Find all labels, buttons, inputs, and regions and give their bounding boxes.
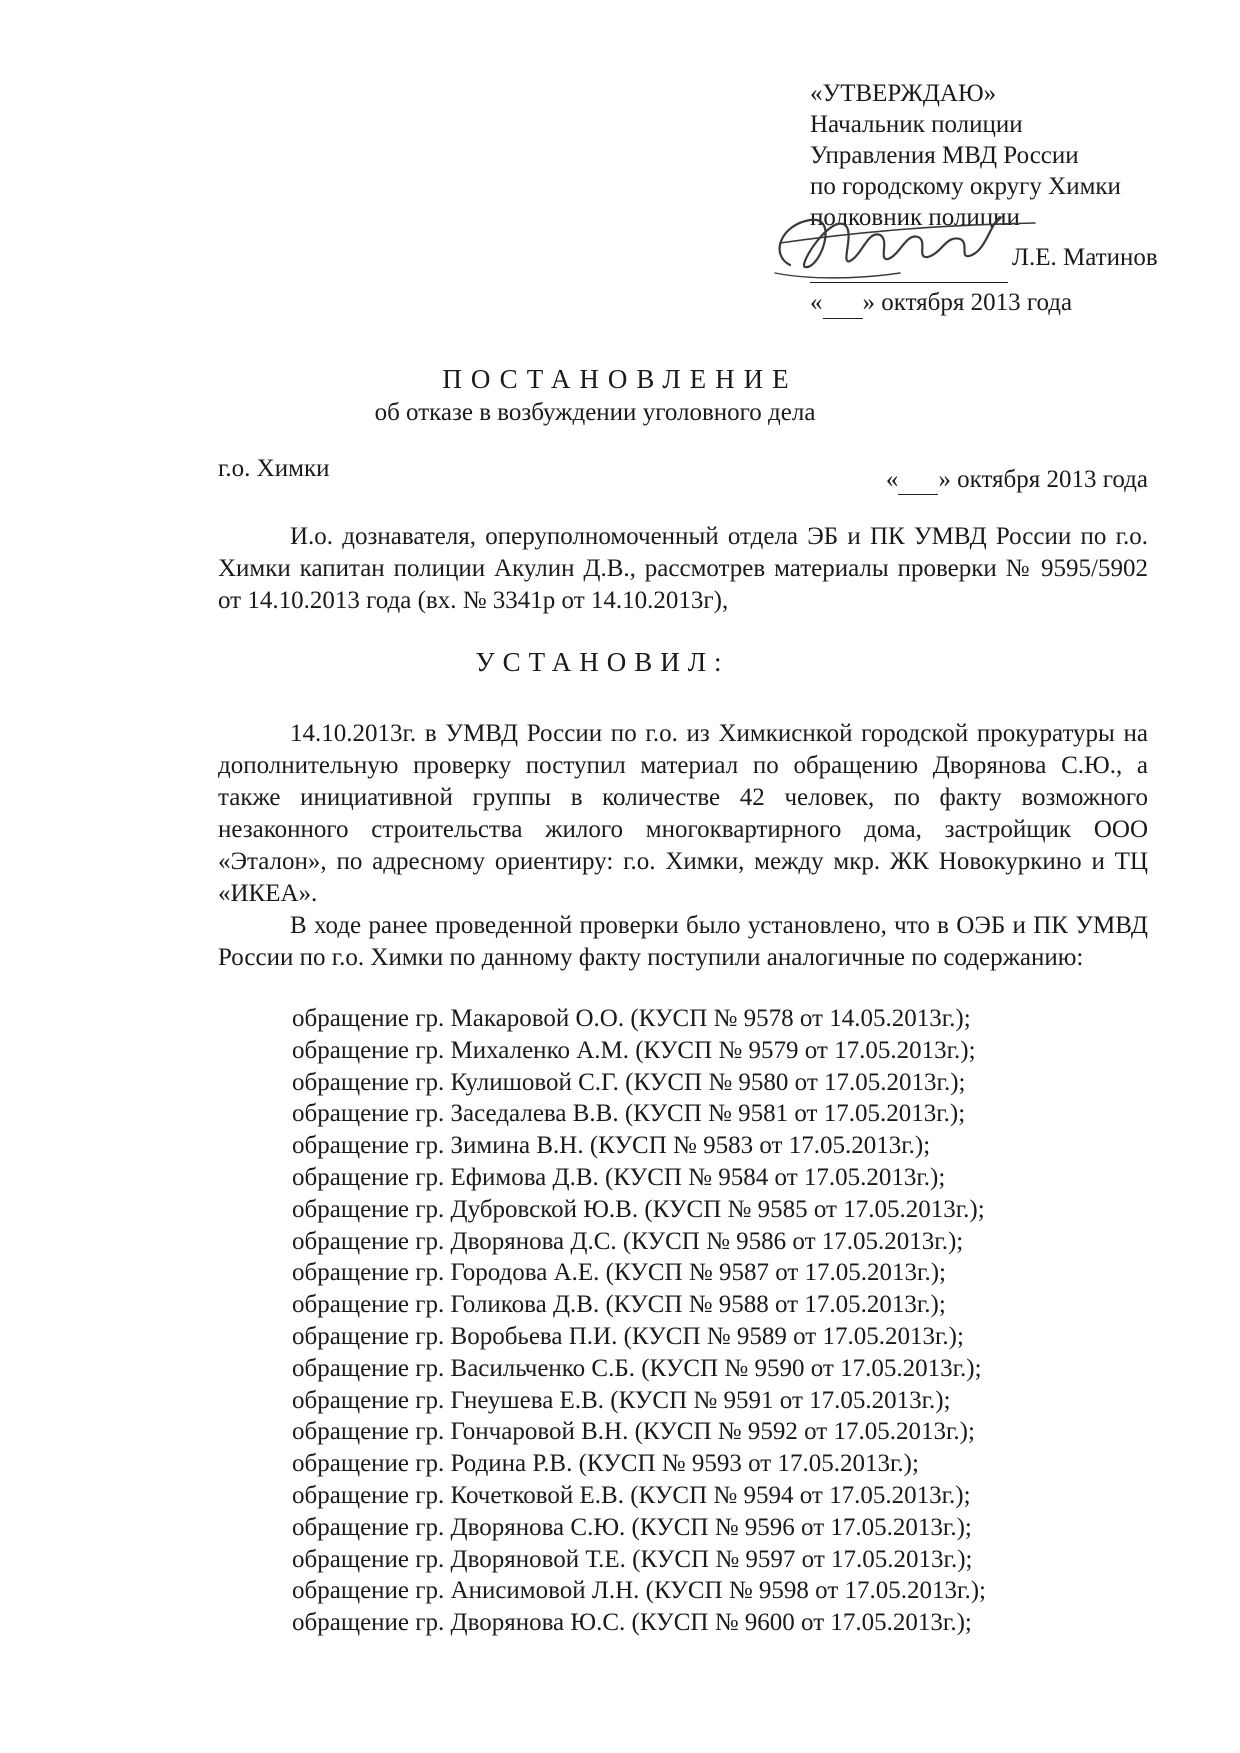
document-date-rest: » октября 2013 года [938, 466, 1148, 493]
approval-date-open: « [810, 289, 823, 316]
intro-paragraph: И.о. дознавателя, оперуполномоченный отдела ЭБ и ПК УМВД России по г.о. Химки капитан полиции Акулин Д.В., рассмотрев материалы проверки № 9595/5902 от 14.10.2013 года (вх. № 3341р от 14.10.2013г), [218, 523, 1148, 614]
list-item: обращение гр. Дворянова С.Ю. (КУСП № 9596 от 17.05.2013г.); [292, 1513, 972, 1541]
list-item: обращение гр. Дворяновой Т.Е. (КУСП № 9597 от 17.05.2013г.); [292, 1545, 973, 1573]
approval-heading: «УТВЕРЖДАЮ» [810, 80, 997, 107]
list-item: обращение гр. Кочетковой Е.В. (КУСП № 9594 от 17.05.2013г.); [292, 1481, 971, 1509]
list-item: обращение гр. Голикова Д.В. (КУСП № 9588 от 17.05.2013г.); [292, 1291, 946, 1319]
approval-department: Управления МВД России [810, 142, 1079, 169]
body-paragraph: В ходе ранее проведенной проверки было установлено, что в ОЭБ и ПК УМВД России по г.о. Химки по данному факту поступили аналогичные по содержанию: [218, 912, 1148, 971]
list-item: обращение гр. Дворянова Д.С. (КУСП № 9586 от 17.05.2013г.); [292, 1227, 964, 1255]
approval-date-rest: » октября 2013 года [862, 289, 1073, 316]
list-item: обращение гр. Гончаровой В.Н. (КУСП № 9592 от 17.05.2013г.); [292, 1418, 975, 1446]
list-item: обращение гр. Михаленко А.М. (КУСП № 9579 от 17.05.2013г.); [292, 1036, 976, 1064]
document-place: г.о. Химки [218, 455, 330, 482]
document-date [886, 466, 1148, 495]
approval-signer: Л.Е. Матинов [1012, 244, 1158, 271]
approval-position: Начальник полиции [810, 111, 1023, 138]
handwritten-signature [750, 195, 1050, 290]
established-heading: УСТАНОВИЛ: [475, 647, 730, 677]
list-item: обращение гр. Зимина В.Н. (КУСП № 9583 от 17.05.2013г.); [292, 1132, 931, 1160]
approval-rank: полковник полиции [810, 204, 1020, 231]
appeals-list [292, 1003, 986, 1639]
list-item: обращение гр. Дворянова Ю.С. (КУСП № 9600 от 17.05.2013г.); [292, 1609, 972, 1637]
approval-district: по городскому округу Химки [810, 173, 1121, 200]
document-date-open: « [885, 466, 899, 493]
list-item: обращение гр. Городова А.Е. (КУСП № 9587 от 17.05.2013г.); [292, 1259, 947, 1287]
list-item: обращение гр. Анисимовой Л.Н. (КУСП № 9598 от 17.05.2013г.); [292, 1577, 986, 1605]
document-subtitle: об отказе в возбуждении уголовного дела [374, 399, 816, 426]
body-paragraph: 14.10.2013г. в УМВД России по г.о. из Химкиснкой городской прокуратуры на дополнительную проверку поступил материал по обращению Дворянова С.Ю., а также инициативной группы в количестве 42 человек, по факту возможного незаконного строительства жилого многоквартирного дома, застройщик ООО «Эталон», по адресному ориентиру: г.о. Химки, между мкр. ЖК Новокуркино и ТЦ «ИКЕА». [218, 720, 1148, 907]
list-item: обращение гр. Заседалева В.В. (КУСП № 9581 от 17.05.2013г.); [292, 1100, 966, 1128]
approval-block [810, 78, 1210, 319]
list-item: обращение гр. Ефимова Д.В. (КУСП № 9584 от 17.05.2013г.); [292, 1163, 946, 1191]
approval-signature-line [810, 233, 1210, 283]
list-item: обращение гр. Гнеушева Е.В. (КУСП № 9591 от 17.05.2013г.); [292, 1386, 951, 1414]
document-title: ПОСТАНОВЛЕНИЕ [442, 364, 798, 394]
list-item: обращение гр. Родина Р.В. (КУСП № 9593 от 17.05.2013г.); [292, 1450, 919, 1478]
approval-date [810, 287, 1210, 319]
list-item: обращение гр. Дубровской Ю.В. (КУСП № 9585 от 17.05.2013г.); [292, 1195, 985, 1223]
list-item: обращение гр. Воробьева П.И. (КУСП № 9589 от 17.05.2013г.); [292, 1322, 964, 1350]
list-item: обращение гр. Васильченко С.Б. (КУСП № 9590 от 17.05.2013г.); [292, 1354, 982, 1382]
list-item: обращение гр. Кулишовой С.Г. (КУСП № 9580 от 17.05.2013г.); [292, 1068, 966, 1096]
body-text [218, 718, 1148, 974]
list-item: обращение гр. Макаровой О.О. (КУСП № 9578 от 14.05.2013г.); [292, 1005, 971, 1032]
document-date-blank [898, 466, 938, 495]
approval-date-blank [823, 287, 863, 319]
